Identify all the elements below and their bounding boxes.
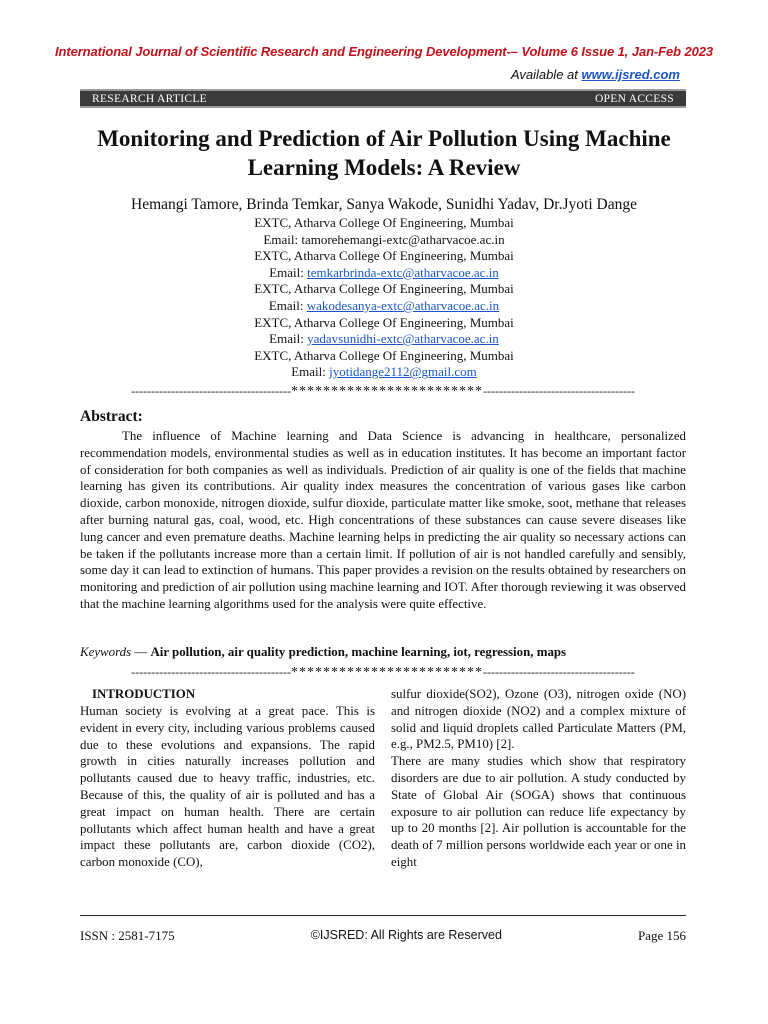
available-prefix: Available at	[510, 67, 582, 82]
keywords	[80, 645, 686, 660]
email-text: tamorehemangi-extc@atharvacoe.ac.in	[301, 231, 505, 247]
email-prefix: Email:	[263, 231, 302, 247]
journal-website-link[interactable]: www.ijsred.com	[581, 67, 680, 82]
keywords-dash: —	[131, 645, 151, 659]
email-prefix: Email:	[268, 297, 307, 313]
author-list: Hemangi Tamore, Brinda Temkar, Sanya Wakode, Sunidhi Yadav, Dr.Jyoti Dange	[131, 196, 637, 213]
issn: ISSN : 2581-7175	[80, 928, 175, 943]
affiliation-email	[100, 331, 668, 348]
separator-dashes: ----------------------------------------	[131, 665, 291, 679]
email-link[interactable]: wakodesanya-extc@atharvacoe.ac.in	[306, 297, 500, 313]
copyright: ©IJSRED: All Rights are Reserved	[310, 928, 502, 942]
abstract-heading: Abstract:	[80, 408, 143, 425]
separator-top	[80, 384, 686, 400]
affiliation-email	[100, 232, 668, 249]
abstract-text: The influence of Machine learning and Data Science is advancing in healthcare, personalized recommendation models, environmental studies as well as in education institutes. It has become an important factor of consideration for both companies as well as individuals. Prediction of air quality is one of the fields that machine learning has given its contributions. Air quality index measures the concentration of various gases like carbon dioxide, carbon monoxide, nitrogen dioxide, sulfur dioxide, particulate matter like smoke, soot, methane that releases after burning natural gas, coal, wood, etc. High concentrations of these substances can cause severe diseases like lung cancer and even premature deaths. Machine learning helps in predicting the air quality so necessary actions can be taken if the pollutants increase more than a certain limit. If pollution of air is not handled carefully and sensibly, some day it can lead to extinction of humans. This paper provides a revision on the results obtained by researchers on monitoring and prediction of air pollution using machine learning and IOT. After thorough reviewing it was observed that the machine learning algorithms used for the analysis were quite effective.	[80, 429, 686, 611]
email-prefix: Email:	[269, 331, 308, 347]
keywords-values: Air pollution, air quality prediction, machine learning, iot, regression, maps	[150, 645, 567, 659]
email-link[interactable]: temkarbrinda-extc@atharvacoe.ac.in	[307, 264, 499, 280]
affiliation-email	[100, 265, 668, 282]
separator-dashes: --------------------------------------	[482, 665, 635, 679]
email-link[interactable]: jyotidange2112@gmail.com	[329, 364, 477, 380]
research-article-tag: RESEARCH ARTICLE	[92, 92, 207, 105]
intro-paragraph: Human society is evolving at a great pace. This is evident in every city, including various problems caused due to these evolutions and expansions. The rapid growth in cities naturally increases pollution and pollutants caused due to heavy traffic, industries, etc. Because of this, the quality of air is polluted and has a great impact on human health. There are certain pollutants which affect human health and have a great impact these pollutants are, carbon dioxide (CO2), carbon monoxide (CO),	[80, 704, 375, 870]
email-prefix: Email:	[291, 364, 330, 380]
article-type-bar	[80, 89, 686, 108]
affiliation-inst: EXTC, Atharva College Of Engineering, Mumbai	[254, 248, 514, 264]
separator-stars: ************************	[290, 384, 483, 399]
affiliation-email	[100, 298, 668, 315]
email-prefix: Email:	[269, 264, 308, 280]
intro-paragraph: There are many studies which show that respiratory disorders are due to air pollution. A study conducted by State of Global Air (SOGA) shows that continuous exposure to air pollution can reduce life expectancy by up to 20 months [2]. Air pollution is accountable for the death of 7 million persons worldwide each year or one in eight	[391, 754, 686, 869]
body-column-left	[80, 686, 375, 871]
affiliation-inst: EXTC, Atharva College Of Engineering, Mumbai	[254, 347, 514, 363]
email-link[interactable]: yadavsunidhi-extc@atharvacoe.ac.in	[307, 331, 499, 347]
separator-dashes: --------------------------------------	[482, 384, 635, 398]
affiliation-inst: EXTC, Atharva College Of Engineering, Mumbai	[254, 215, 514, 230]
page-number: Page 156	[637, 928, 686, 943]
affiliation-inst: EXTC, Atharva College Of Engineering, Mumbai	[254, 314, 514, 330]
keywords-label: Keywords	[80, 645, 132, 659]
separator-stars: ************************	[290, 665, 483, 680]
separator-dashes: ----------------------------------------	[131, 384, 291, 398]
intro-paragraph: sulfur dioxide(SO2), Ozone (O3), nitrogen oxide (NO) and nitrogen dioxide (NO2) and a complex mixture of solid and liquid droplets called Particulate Matters (PM, e.g., PM2.5, PM10) [2].	[391, 687, 686, 752]
affiliation-inst: EXTC, Atharva College Of Engineering, Mumbai	[254, 281, 514, 297]
footer-rule	[80, 915, 686, 916]
paper-title: Monitoring and Prediction of Air Pollution Using Machine Learning Models: A Review	[97, 126, 671, 180]
journal-header: International Journal of Scientific Research and Engineering Development-– Volume 6 Issue 1, Jan-Feb 2023	[55, 44, 713, 59]
open-access-tag: OPEN ACCESS	[594, 92, 674, 105]
body-column-right	[391, 686, 686, 871]
introduction-heading: INTRODUCTION	[92, 687, 196, 701]
affiliation-email	[100, 364, 668, 381]
separator-bottom	[80, 665, 686, 681]
page-footer	[80, 928, 686, 944]
affiliations	[100, 215, 668, 381]
available-at	[511, 67, 680, 82]
